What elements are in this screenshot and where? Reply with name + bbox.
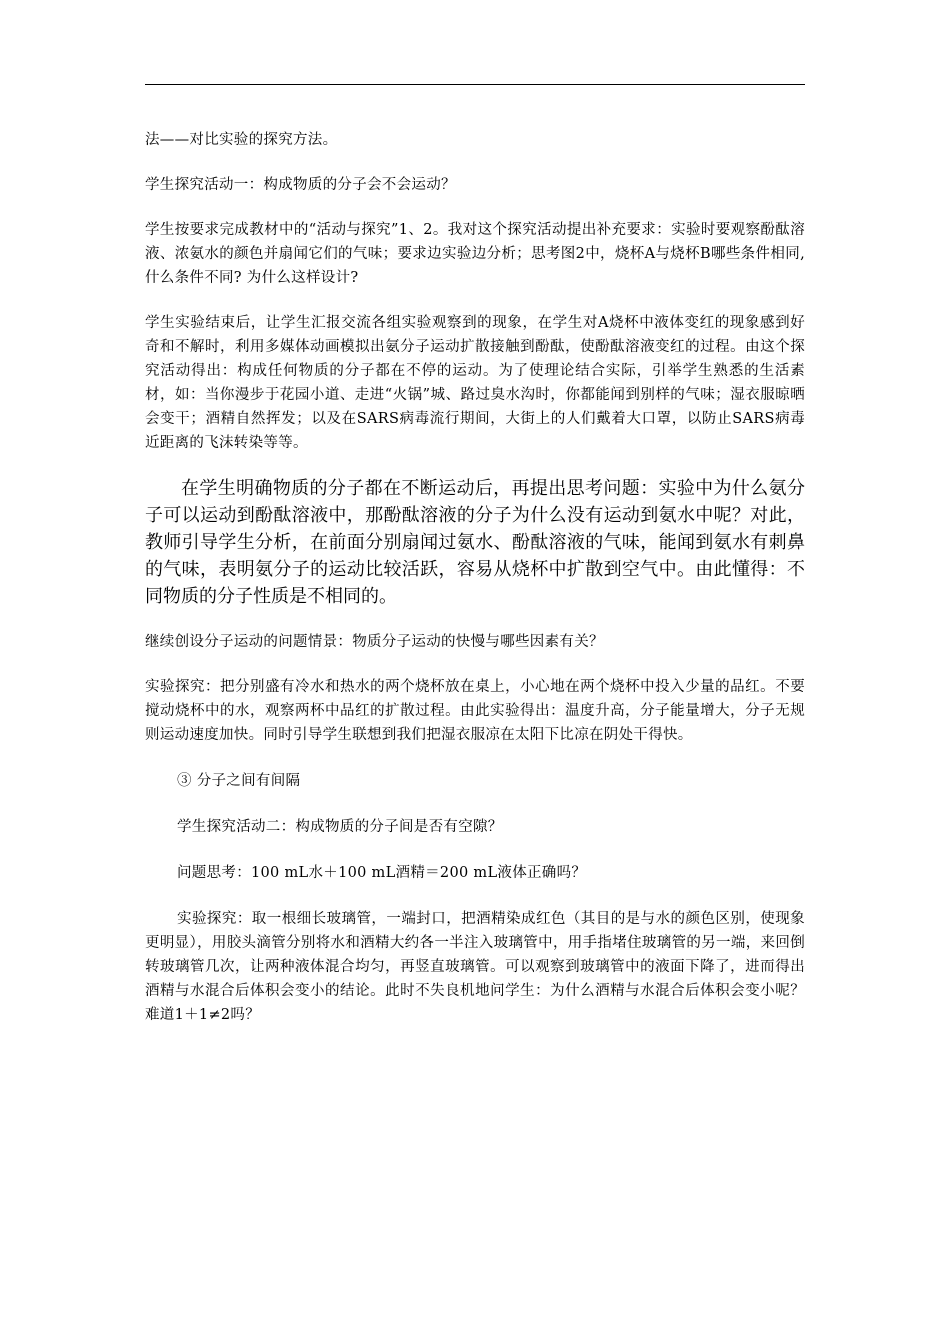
paragraph-molecular-properties: 在学生明确物质的分子都在不断运动后，再提出思考问题：实验中为什么氨分子可以运动到酚酞溶液中，那酚酞溶液的分子为什么没有运动到氨水中呢？对此，教师引导学生分析，在前面分别扇闻过氨水、酚酞溶液的气味，能闻到氨水有刺鼻的气味，表明氨分子的运动比较活跃，容易从烧杯中扩散到空气中。由此懂得：不同物质的分子性质是不相同的。 bbox=[145, 478, 805, 607]
document-body bbox=[145, 128, 805, 1027]
paragraph-experiment-summary: 学生实验结束后，让学生汇报交流各组实验观察到的现象，在学生对A烧杯中液体变红的现象感到好奇和不解时，利用多媒体动画模拟出氨分子运动扩散接触到酚酞，使酚酞溶液变红的过程。由这个探究活动得出：构成任何物质的分子都在不停的运动。为了使理论结合实际，引举学生熟悉的生活素材，如：当你漫步于花园小道、走进“火锅”城、路过臭水沟时，你都能闻到别样的气味；湿衣服晾晒会变干；酒精自然挥发；以及在SARS病毒流行期间，大街上的人们戴着大口罩，以防止SARS病毒近距离的飞沫转染等等。 bbox=[145, 315, 805, 451]
paragraph-activity-one-requirements: 学生按要求完成教材中的“活动与探究”1、2。我对这个探究活动提出补充要求：实验时要观察酚酞溶液、浓氨水的颜色并扇闻它们的气味；要求边实验边分析；思考图2中，烧杯A与烧杯B哪些条件相同,什么条件不同? 为什么这样设计? bbox=[145, 222, 805, 286]
paragraph-motion-question: 继续创设分子运动的问题情景：物质分子运动的快慢与哪些因素有关？ bbox=[145, 634, 604, 650]
heading-activity-one: 学生探究活动一：构成物质的分子会不会运动？ bbox=[145, 177, 456, 193]
heading-activity-two: 学生探究活动二：构成物质的分子间是否有空隙？ bbox=[177, 819, 503, 835]
paragraph-volume-question: 问题思考：100 mL水＋100 mL酒精＝200 mL液体正确吗？ bbox=[177, 865, 587, 881]
header-rule bbox=[145, 84, 805, 85]
paragraph-method-conclusion: 法——对比实验的探究方法。 bbox=[145, 132, 338, 148]
paragraph-temperature-experiment: 实验探究：把分别盛有冷水和热水的两个烧杯放在桌上，小心地在两个烧杯中投入少量的品红。不要搅动烧杯中的水，观察两杯中品红的扩散过程。由此实验得出：温度升高，分子能量增大，分子无规则运动速度加快。同时引导学生联想到我们把湿衣服凉在太阳下比凉在阴处干得快。 bbox=[145, 679, 805, 743]
paragraph-mixing-experiment: 实验探究：取一根细长玻璃管，一端封口，把酒精染成红色（其目的是与水的颜色区别，使现象更明显），用胶头滴管分别将水和酒精大约各一半注入玻璃管中，用手指堵住玻璃管的另一端，来回倒转玻璃管几次，让两种液体混合均匀，再竖直玻璃管。可以观察到玻璃管中的液面下降了，进而得出酒精与水混合后体积会变小的结论。此时不失良机地问学生：为什么酒精与水混合后体积会变小呢？难道1＋1≠2吗？ bbox=[145, 911, 805, 1023]
heading-molecular-spacing: ③ 分子之间有间隔 bbox=[177, 773, 301, 789]
